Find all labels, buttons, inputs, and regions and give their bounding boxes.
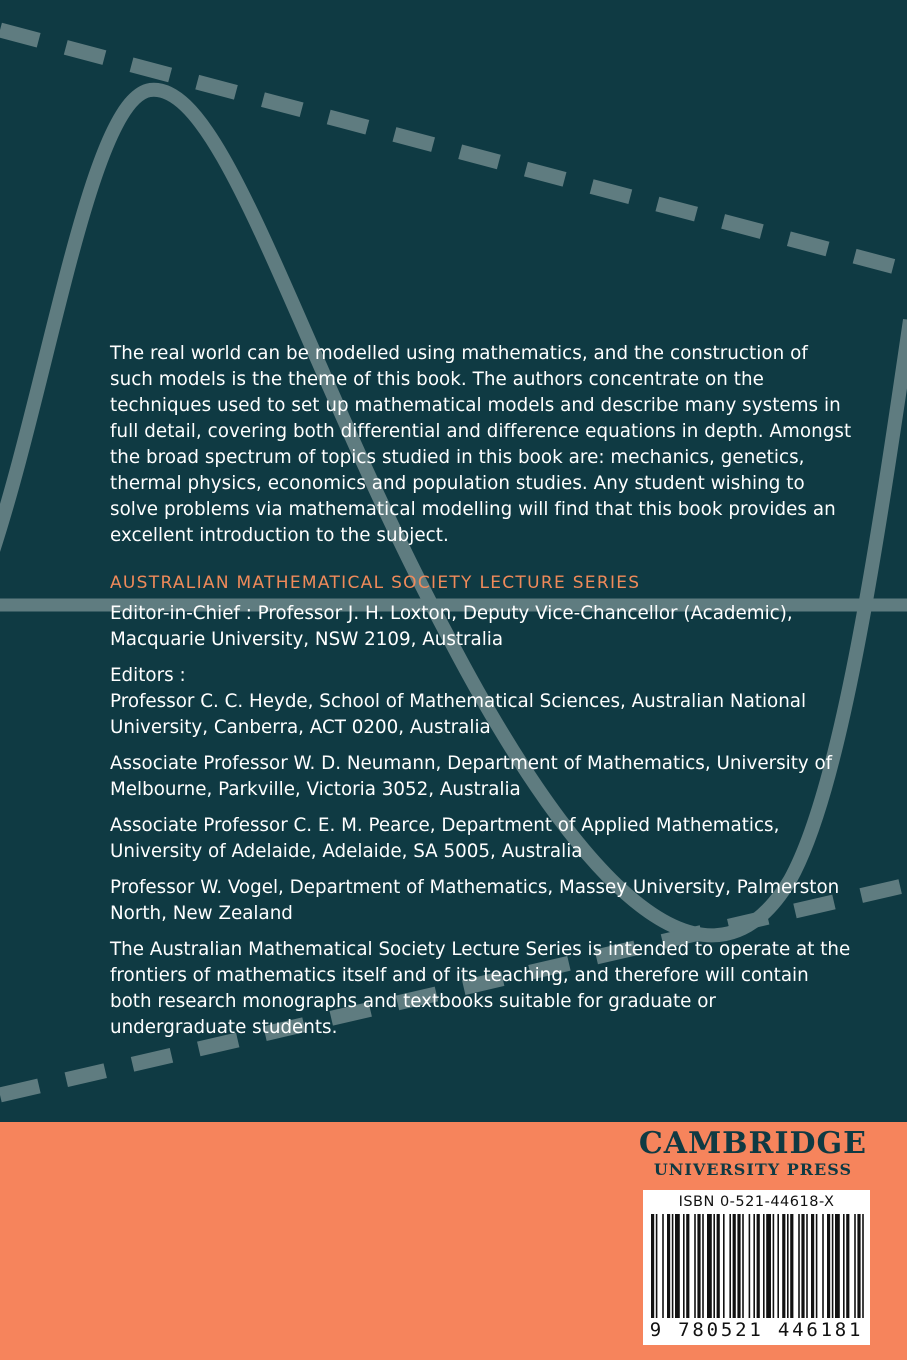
barcode-bar — [773, 1214, 775, 1322]
barcode-bar — [662, 1214, 664, 1322]
barcode-bar — [782, 1214, 785, 1322]
isbn-label: ISBN 0-521-44618-X — [678, 1194, 835, 1210]
barcode-bar — [835, 1214, 840, 1322]
barcode-bar — [742, 1214, 744, 1322]
barcode-bar — [667, 1214, 670, 1322]
barcode-bar — [749, 1214, 751, 1322]
book-blurb: The real world can be modelled using mathematics, and the construction of such models is the theme of this book. The authors concentrate on the techniques used to set up mathematical models and describe many systems in full detail, covering both differential and difference equations in depth. Amongst the broad spectrum of topics studied in this book are: mechanics, genetics, thermal physics, economics and population studies. Any student wishing to solve problems via mathematical modelling will find that this book provides an excellent introduction to the subject. — [110, 343, 852, 546]
barcode-bar — [811, 1214, 814, 1322]
barcode-bar — [757, 1214, 760, 1322]
barcode-bar — [843, 1214, 845, 1322]
barcode-bar — [766, 1214, 771, 1322]
barcode-bar — [827, 1214, 830, 1322]
barcode-bar — [862, 1214, 864, 1322]
barcode-panel — [643, 1190, 870, 1345]
editor-entry: Professor W. Vogel, Department of Mathematics, Massey University, Palmerston North, New Zealand — [110, 877, 840, 924]
barcode-bar — [832, 1214, 834, 1322]
barcode-bar — [651, 1214, 654, 1322]
barcode-bar — [683, 1214, 685, 1322]
barcode-bar — [656, 1214, 658, 1322]
barcode-icon — [651, 1214, 864, 1322]
barcode-bar — [733, 1214, 736, 1322]
editor-entry: Professor C. C. Heyde, School of Mathematical Sciences, Australian National University, Canberra, ACT 0200, Australia — [110, 691, 807, 738]
barcode-bar — [798, 1214, 800, 1322]
barcode-bar — [713, 1214, 715, 1322]
barcode-bar — [737, 1214, 740, 1322]
barcode-bar — [846, 1214, 849, 1322]
barcode-bar — [675, 1214, 680, 1322]
editors-label: Editors : — [110, 665, 186, 686]
barcode-bar — [806, 1214, 808, 1322]
barcode-bar — [790, 1214, 793, 1322]
barcode-bar — [777, 1214, 779, 1322]
editor-in-chief: Editor-in-Chief : Professor J. H. Loxton, Deputy Vice-Chancellor (Academic), Macquarie University, NSW 2109, Australia — [110, 603, 793, 650]
barcode-bar — [717, 1214, 720, 1322]
barcode-bar — [707, 1214, 712, 1322]
barcode-bar — [697, 1214, 700, 1322]
barcode-bar — [729, 1214, 731, 1322]
editor-entry: Associate Professor W. D. Neumann, Department of Mathematics, University of Melbourne, Parkville, Victoria 3052, Australia — [110, 753, 833, 800]
editor-entry: Associate Professor C. E. M. Pearce, Department of Applied Mathematics, University of Adelaide, Adelaide, SA 5005, Australia — [110, 815, 780, 862]
publisher-logo — [639, 1128, 867, 1180]
barcode-bar — [822, 1214, 824, 1322]
barcode-bar — [686, 1214, 689, 1322]
barcode-bar — [753, 1214, 755, 1322]
barcode-bar — [816, 1214, 818, 1322]
series-description: The Australian Mathematical Society Lecture Series is intended to operate at the frontiers of mathematics itself and of its teaching, and therefore will contain both research monographs and textbooks suitable for graduate or undergraduate students. — [110, 939, 851, 1038]
barcode-bar — [702, 1214, 704, 1322]
back-cover-text — [110, 341, 855, 1051]
dashed-line-top — [0, 30, 907, 270]
barcode-bar — [854, 1214, 856, 1322]
publisher-subtitle: UNIVERSITY PRESS — [653, 1160, 852, 1179]
barcode-bar — [801, 1214, 804, 1322]
barcode-bar — [723, 1214, 725, 1322]
publisher-name: CAMBRIDGE — [638, 1126, 867, 1161]
barcode-bar — [672, 1214, 674, 1322]
ean-number: 9 780521 446181 — [643, 1318, 870, 1342]
barcode-bar — [787, 1214, 789, 1322]
barcode-bar — [857, 1214, 860, 1322]
barcode-bar — [694, 1214, 696, 1322]
barcode-bar — [763, 1214, 765, 1322]
series-title: AUSTRALIAN MATHEMATICAL SOCIETY LECTURE SERIES — [110, 573, 641, 593]
